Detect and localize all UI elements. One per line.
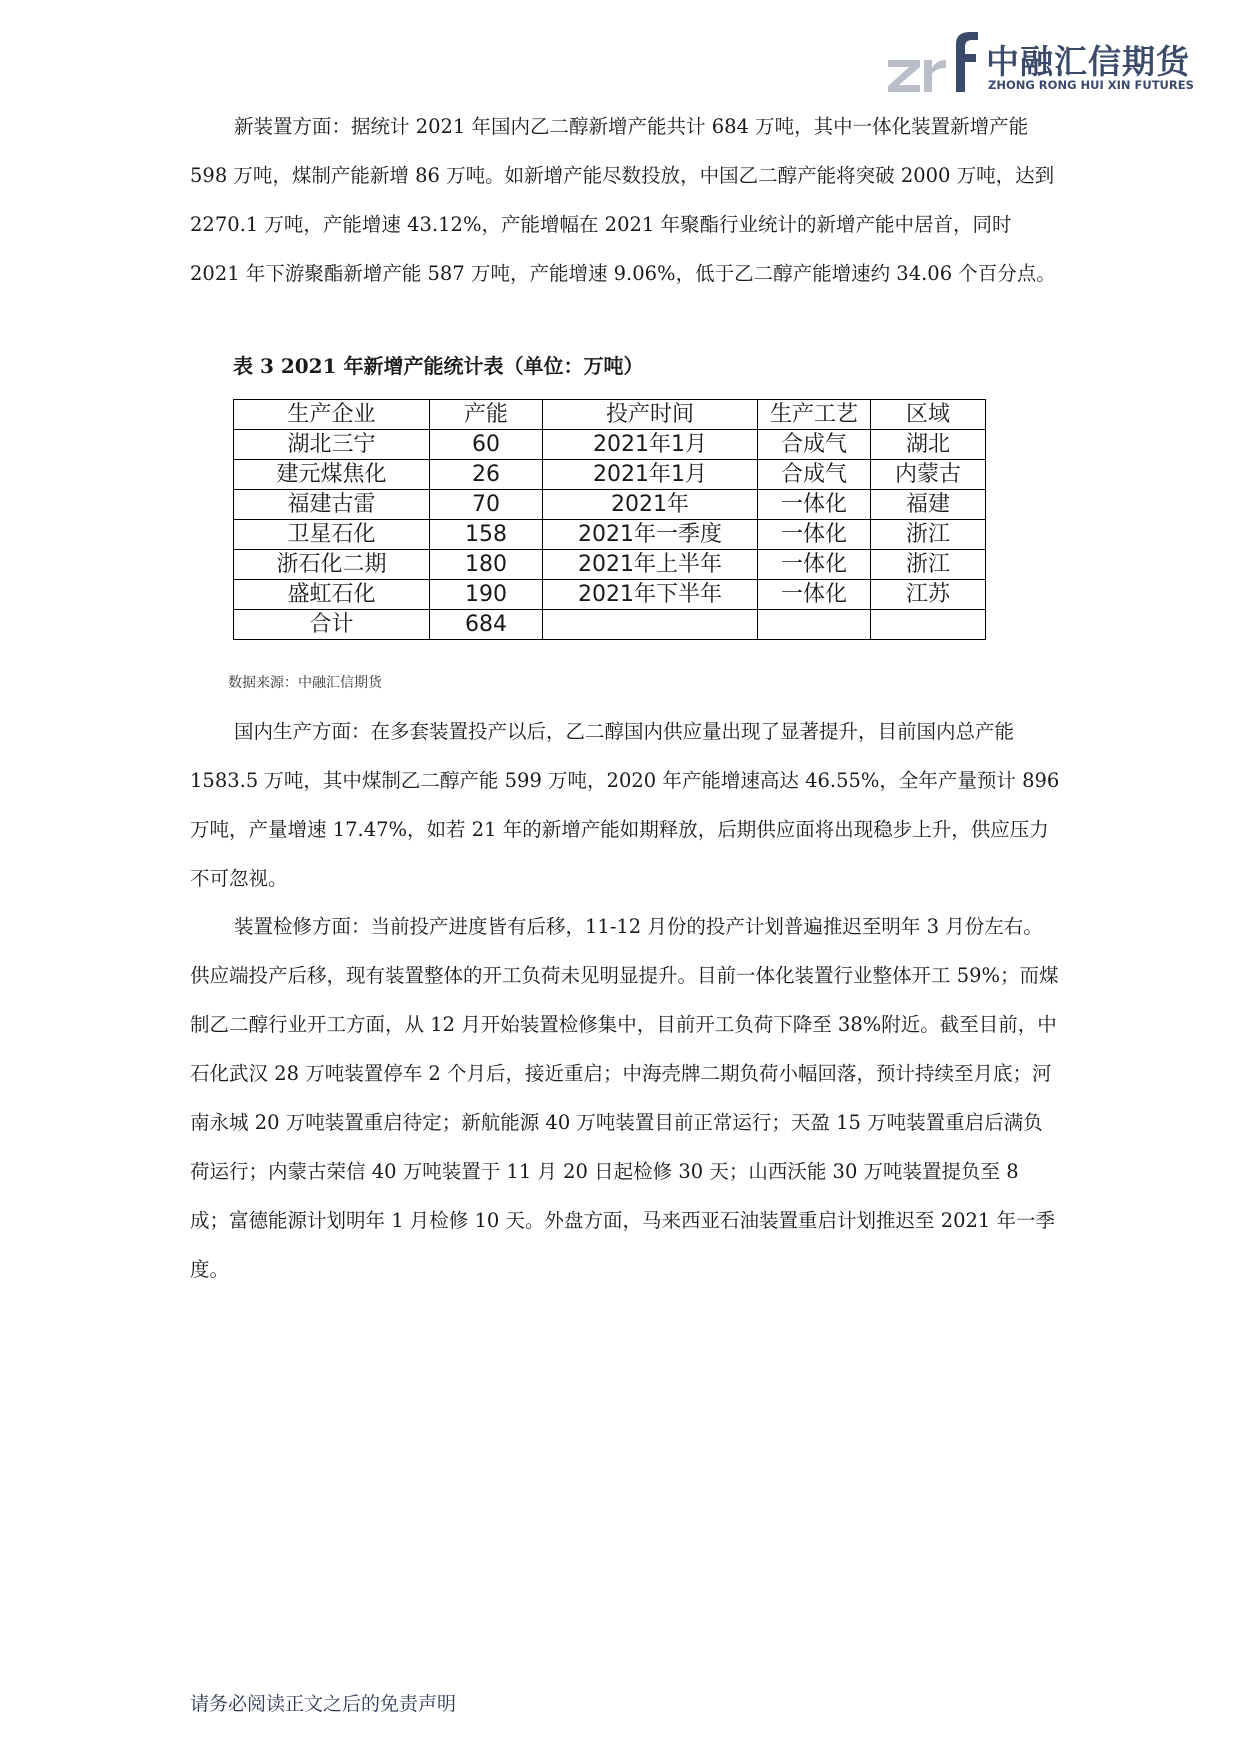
table-header-row — [234, 400, 986, 430]
cell-capacity: 60 — [430, 430, 543, 460]
cell-start-time: 2021年1月 — [543, 430, 758, 460]
cell-region: 福建 — [871, 490, 986, 520]
paragraph-maintenance: 装置检修方面：当前投产进度皆有后移，11-12 月份的投产计划普遍推迟至明年 3 月份左右。供应端投产后移，现有装置整体的开工负荷未见明显提升。目前一体化装置行业整体开工 59%；而煤制乙二醇行业开工方面，从 12 月开始装置检修集中，目前开工负荷下降至 38%附近。截至目前，中石化武汉 28 万吨装置停车 2 个月后，接近重启；中海壳牌二期负荷小幅回落，预计持续至月底；河南永城 20 万吨装置重启待定；新航能源 40 万吨装置目前正常运行；天盈 15 万吨装置重启后满负荷运行；内蒙古荣信 40 万吨装置于 11 月 20 日起检修 30 天；山西沃能 30 万吨装置提负至 8 成；富德能源计划明年 1 月检修 10 天。外盘方面，马来西亚石油装置重启计划推迟至 2021 年一季度。 — [190, 915, 1059, 1281]
header-capacity: 产能 — [430, 400, 543, 430]
zrf-logo-mark — [886, 30, 982, 96]
cell-capacity: 158 — [430, 520, 543, 550]
header-company: 生产企业 — [234, 400, 430, 430]
table-total-row — [234, 610, 986, 640]
cell-company: 盛虹石化 — [234, 580, 430, 610]
cell-region: 浙江 — [871, 520, 986, 550]
table-row — [234, 430, 986, 460]
cell-empty — [758, 610, 871, 640]
cell-capacity: 190 — [430, 580, 543, 610]
footer-disclaimer: 请务必阅读正文之后的免责声明 — [190, 1693, 457, 1715]
cell-company: 福建古雷 — [234, 490, 430, 520]
cell-total-capacity: 684 — [430, 610, 543, 640]
cell-process: 一体化 — [758, 490, 871, 520]
table-row — [234, 460, 986, 490]
cell-company: 浙石化二期 — [234, 550, 430, 580]
cell-process: 合成气 — [758, 430, 871, 460]
cell-capacity: 180 — [430, 550, 543, 580]
cell-start-time: 2021年一季度 — [543, 520, 758, 550]
cell-company: 湖北三宁 — [234, 430, 430, 460]
cell-company: 卫星石化 — [234, 520, 430, 550]
cell-process: 一体化 — [758, 580, 871, 610]
capacity-table — [233, 399, 986, 640]
logo-english-name: ZHONG RONG HUI XIN FUTURES — [988, 78, 1194, 92]
header-start-time: 投产时间 — [543, 400, 758, 430]
cell-process: 合成气 — [758, 460, 871, 490]
logo-chinese-name: 中融汇信期货 — [986, 42, 1190, 81]
cell-start-time: 2021年下半年 — [543, 580, 758, 610]
company-logo — [886, 30, 1194, 96]
cell-capacity: 26 — [430, 460, 543, 490]
header-process: 生产工艺 — [758, 400, 871, 430]
table-row — [234, 520, 986, 550]
cell-region: 浙江 — [871, 550, 986, 580]
cell-process: 一体化 — [758, 550, 871, 580]
table-row — [234, 550, 986, 580]
cell-empty — [871, 610, 986, 640]
cell-empty — [543, 610, 758, 640]
table-row — [234, 490, 986, 520]
paragraph-new-capacity: 新装置方面：据统计 2021 年国内乙二醇新增产能共计 684 万吨，其中一体化装置新增产能 598 万吨，煤制产能新增 86 万吨。如新增产能尽数投放，中国乙二醇产能将突破 2000 万吨，达到 2270.1 万吨，产能增速 43.12%，产能增幅在 2021 年聚酯行业统计的新增产能中居首，同时 2021 年下游聚酯新增产能 587 万吨，产能增速 9.06%，低于乙二醇产能增速约 34.06 个百分点。 — [190, 115, 1056, 285]
cell-capacity: 70 — [430, 490, 543, 520]
cell-region: 内蒙古 — [871, 460, 986, 490]
cell-start-time: 2021年上半年 — [543, 550, 758, 580]
cell-start-time: 2021年 — [543, 490, 758, 520]
cell-total-label: 合计 — [234, 610, 430, 640]
table-row — [234, 580, 986, 610]
cell-process: 一体化 — [758, 520, 871, 550]
paragraph-domestic-production: 国内生产方面：在多套装置投产以后，乙二醇国内供应量出现了显著提升，目前国内总产能 1583.5 万吨，其中煤制乙二醇产能 599 万吨，2020 年产能增速高达 46.55%，全年产量预计 896 万吨，产量增速 17.47%，如若 21 年的新增产能如期释放，后期供应面将出现稳步上升，供应压力不可忽视。 — [190, 720, 1060, 890]
data-source-note: 数据来源：中融汇信期货 — [228, 675, 382, 691]
table-caption: 表 3 2021 年新增产能统计表（单位：万吨） — [233, 354, 644, 378]
cell-company: 建元煤焦化 — [234, 460, 430, 490]
header-region: 区域 — [871, 400, 986, 430]
cell-region: 湖北 — [871, 430, 986, 460]
cell-start-time: 2021年1月 — [543, 460, 758, 490]
cell-region: 江苏 — [871, 580, 986, 610]
